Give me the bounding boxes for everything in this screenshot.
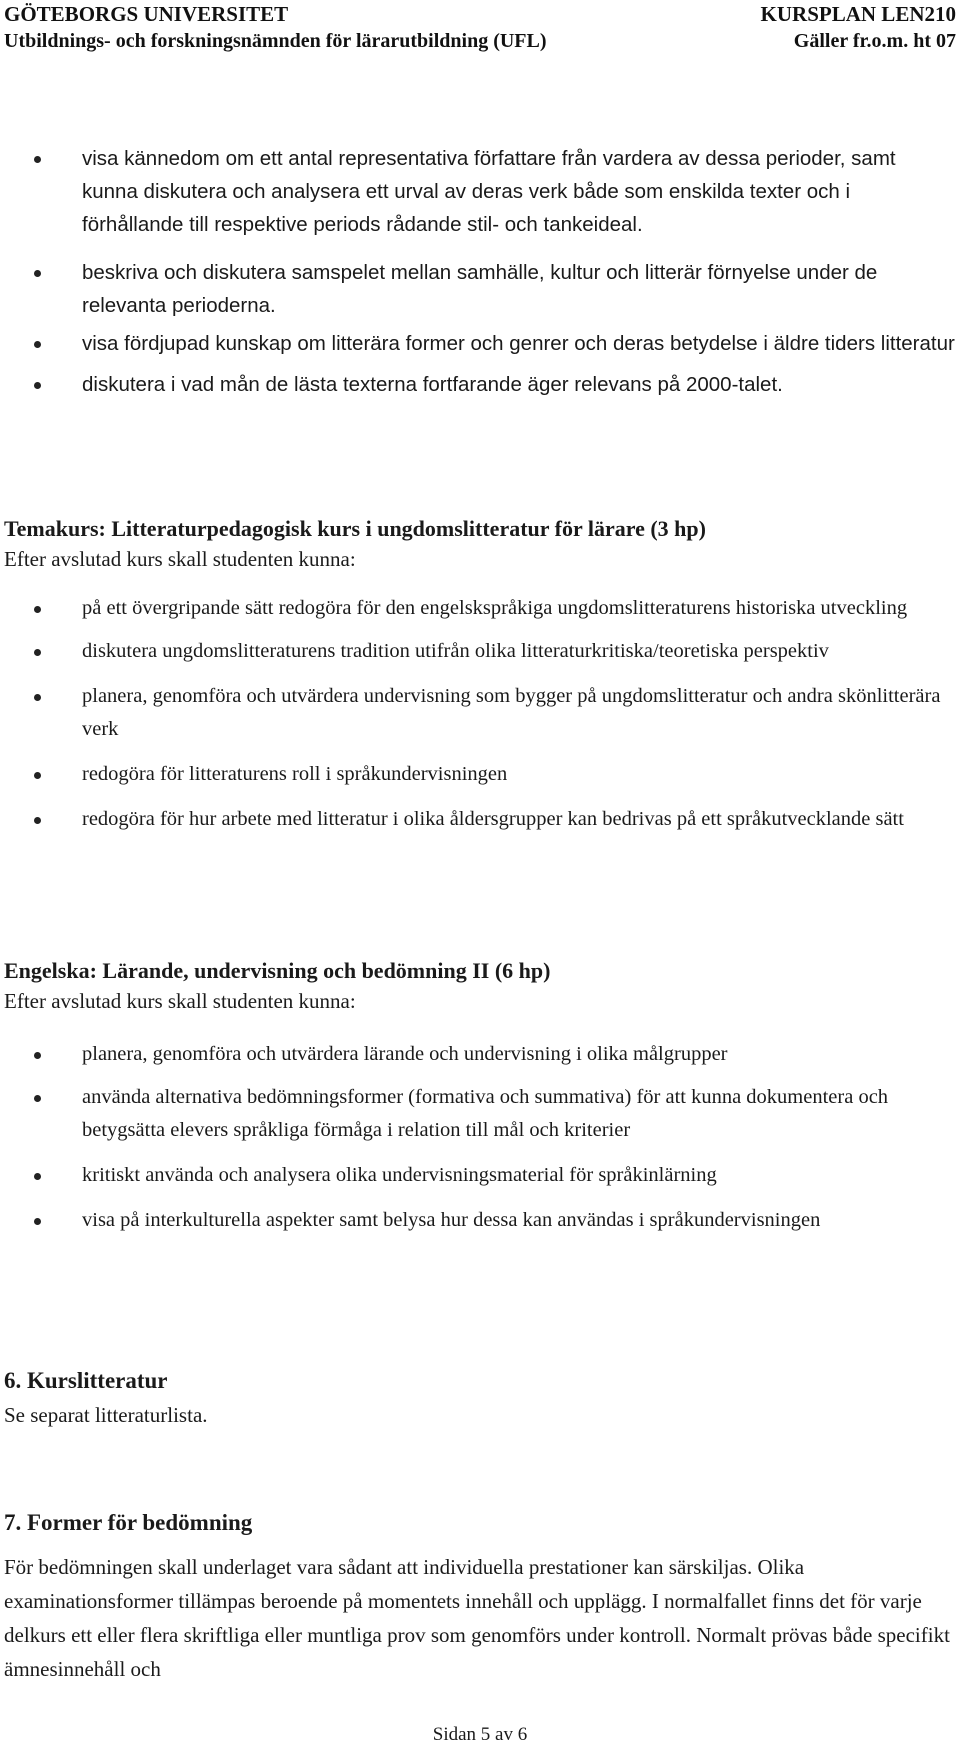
section-temakurs: [4, 514, 956, 836]
objectives-list-3: [4, 1038, 956, 1237]
bullet-icon: [34, 817, 41, 824]
bullet-icon: [34, 341, 41, 348]
list-item: planera, genomföra och utvärdera lärande och undervisning i olika målgrupper: [4, 1038, 956, 1071]
bullet-icon: [34, 772, 41, 779]
section-heading: Temakurs: Litteraturpedagogisk kurs i ungdomslitteratur för lärare (3 hp): [4, 516, 706, 541]
list-item: på ett övergripande sätt redogöra för den engelskspråkiga ungdomslitteraturens historiska utveckling: [4, 592, 956, 625]
list-item: kritiskt använda och analysera olika undervisningsmaterial för språkinlärning: [4, 1159, 956, 1192]
page-number: Sidan 5 av 6: [432, 1724, 528, 1745]
objectives-list-2: [4, 592, 956, 836]
section-intro: Efter avslutad kurs skall studenten kunna:: [4, 547, 356, 571]
section-intro: Efter avslutad kurs skall studenten kunna:: [4, 989, 356, 1013]
list-1-container: [4, 142, 956, 401]
valid-from: Gäller fr.o.m. ht 07: [793, 30, 956, 52]
bullet-icon: [34, 649, 41, 656]
bullet-icon: [34, 1095, 41, 1102]
section-bedomning: [4, 1510, 956, 1686]
list-item: redogöra för hur arbete med litteratur i olika åldersgrupper kan bedrivas på ett språkutvecklande sätt: [4, 803, 956, 836]
list-item: visa på interkulturella aspekter samt belysa hur dessa kan användas i språkundervisningen: [4, 1204, 956, 1237]
list-item: redogöra för litteraturens roll i språkundervisningen: [4, 758, 956, 791]
bullet-icon: [34, 382, 41, 389]
section-heading: 7. Former för bedömning: [4, 1510, 253, 1535]
section-kurslitteratur: [4, 1368, 956, 1432]
section-engelska: [4, 956, 956, 1237]
section-heading: 6. Kurslitteratur: [4, 1368, 168, 1393]
section-heading: Engelska: Lärande, undervisning och bedömning II (6 hp): [4, 958, 551, 983]
list-item: visa kännedom om ett antal representativa författare från vardera av dessa perioder, samt kunna diskutera och analysera ett urval av deras verk både som enskilda texter och i förhållande till respektive periods rådande stil- och tankeideal.: [4, 142, 956, 241]
board-name: Utbildnings- och forskningsnämnden för lärarutbildning (UFL): [4, 30, 547, 52]
bullet-icon: [34, 694, 41, 701]
list-item: diskutera ungdomslitteraturens tradition utifrån olika litteraturkritiska/teoretiska perspektiv: [4, 635, 956, 668]
university-name: GÖTEBORGS UNIVERSITET: [4, 2, 289, 26]
list-item: beskriva och diskutera samspelet mellan samhälle, kultur och litterär förnyelse under de relevanta perioderna.: [4, 256, 956, 322]
list-item: diskutera i vad mån de lästa texterna fortfarande äger relevans på 2000-talet.: [4, 368, 956, 401]
list-item: planera, genomföra och utvärdera undervisning som bygger på ungdomslitteratur och andra skönlitterära verk: [4, 680, 956, 746]
bullet-icon: [34, 156, 41, 163]
bullet-icon: [34, 1052, 41, 1059]
course-code: KURSPLAN LEN210: [760, 2, 956, 26]
list-item: visa fördjupad kunskap om litterära former och genrer och deras betydelse i äldre tiders litteratur: [4, 327, 956, 360]
bullet-icon: [34, 1173, 41, 1180]
objectives-list-1: [4, 142, 956, 401]
bullet-icon: [34, 270, 41, 277]
list-item: använda alternativa bedömningsformer (formativa och summativa) för att kunna dokumentera och betygsätta elevers språkliga förmåga i relation till mål och kriterier: [4, 1081, 956, 1147]
section-text: Se separat litteraturlista.: [4, 1403, 208, 1427]
bullet-icon: [34, 1218, 41, 1225]
bullet-icon: [34, 606, 41, 613]
section-text: För bedömningen skall underlaget vara sådant att individuella prestationer kan särskiljas. Olika examinationsformer tillämpas beroende på momentets innehåll och upplägg. I normalfallet finns det för varje delkurs ett eller flera skriftliga eller muntliga prov som genomförs under kontroll. Normalt prövas både specifikt ämnesinnehåll och: [4, 1555, 950, 1681]
